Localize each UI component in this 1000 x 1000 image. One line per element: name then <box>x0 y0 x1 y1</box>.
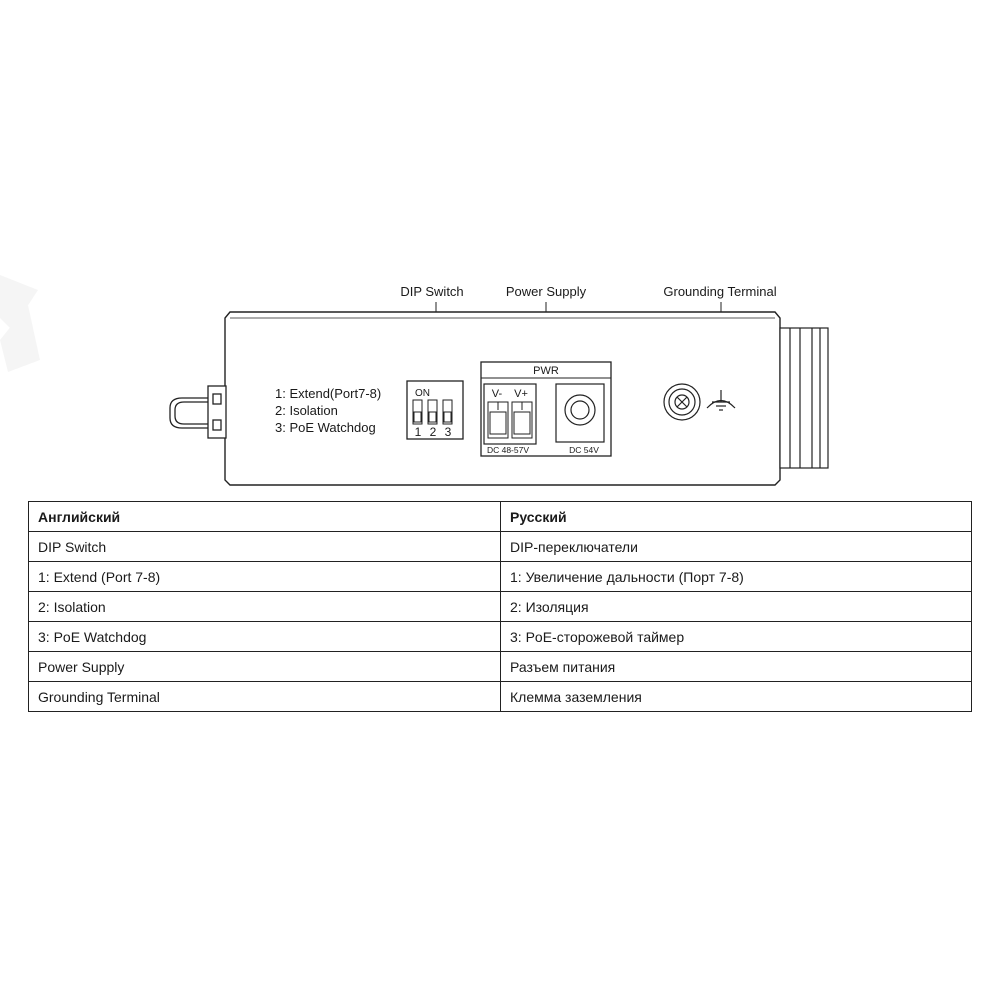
dip-legend-item: 3: PoE Watchdog <box>275 420 376 435</box>
cell-english: Power Supply <box>29 652 501 682</box>
table-row <box>29 682 972 712</box>
cell-english: DIP Switch <box>29 532 501 562</box>
table-row <box>29 562 972 592</box>
cell-russian: 3: PoE-сторожевой таймер <box>501 622 972 652</box>
dip-legend-item: 2: Isolation <box>275 403 338 418</box>
dip-switch <box>407 381 463 439</box>
cell-russian: DIP-переключатели <box>501 532 972 562</box>
pwr-label: PWR <box>533 365 559 377</box>
cell-english: 3: PoE Watchdog <box>29 622 501 652</box>
grounding-screw <box>664 384 700 420</box>
din-rail-bracket <box>780 328 828 468</box>
table-row <box>29 532 972 562</box>
dip-number: 2 <box>429 425 437 439</box>
callout-grounding-terminal: Grounding Terminal <box>663 284 777 299</box>
header-english: Английский <box>29 502 501 532</box>
cell-russian: Клемма заземления <box>501 682 972 712</box>
header-russian: Русский <box>501 502 972 532</box>
watermark-shape <box>0 275 40 372</box>
dip-legend-item: 1: Extend(Port7-8) <box>275 386 382 401</box>
translation-table <box>28 501 972 712</box>
table-row <box>29 622 972 652</box>
callout-power-supply: Power Supply <box>505 284 587 299</box>
dip-number: 3 <box>444 425 452 439</box>
cell-russian: 2: Изоляция <box>501 592 972 622</box>
dc-terminal-label: DC 48-57V <box>486 445 530 455</box>
left-cable-clip <box>170 386 226 438</box>
terminal-block <box>484 384 536 444</box>
dc-jack <box>556 384 604 442</box>
dc-jack-label: DC 54V <box>569 445 599 455</box>
v-plus-label: V+ <box>514 388 528 400</box>
table-row <box>29 652 972 682</box>
dip-number: 1 <box>414 425 422 439</box>
table-row <box>29 592 972 622</box>
table-header-row <box>29 502 972 532</box>
cell-english: 2: Isolation <box>29 592 501 622</box>
power-supply-block <box>481 362 611 456</box>
v-minus-label: V- <box>491 388 503 400</box>
cell-english: Grounding Terminal <box>29 682 501 712</box>
dip-on-label: ON <box>415 388 430 399</box>
cell-english: 1: Extend (Port 7-8) <box>29 562 501 592</box>
cell-russian: Разъем питания <box>501 652 972 682</box>
cell-russian: 1: Увеличение дальности (Порт 7-8) <box>501 562 972 592</box>
callout-dip-switch: DIP Switch <box>400 284 464 299</box>
